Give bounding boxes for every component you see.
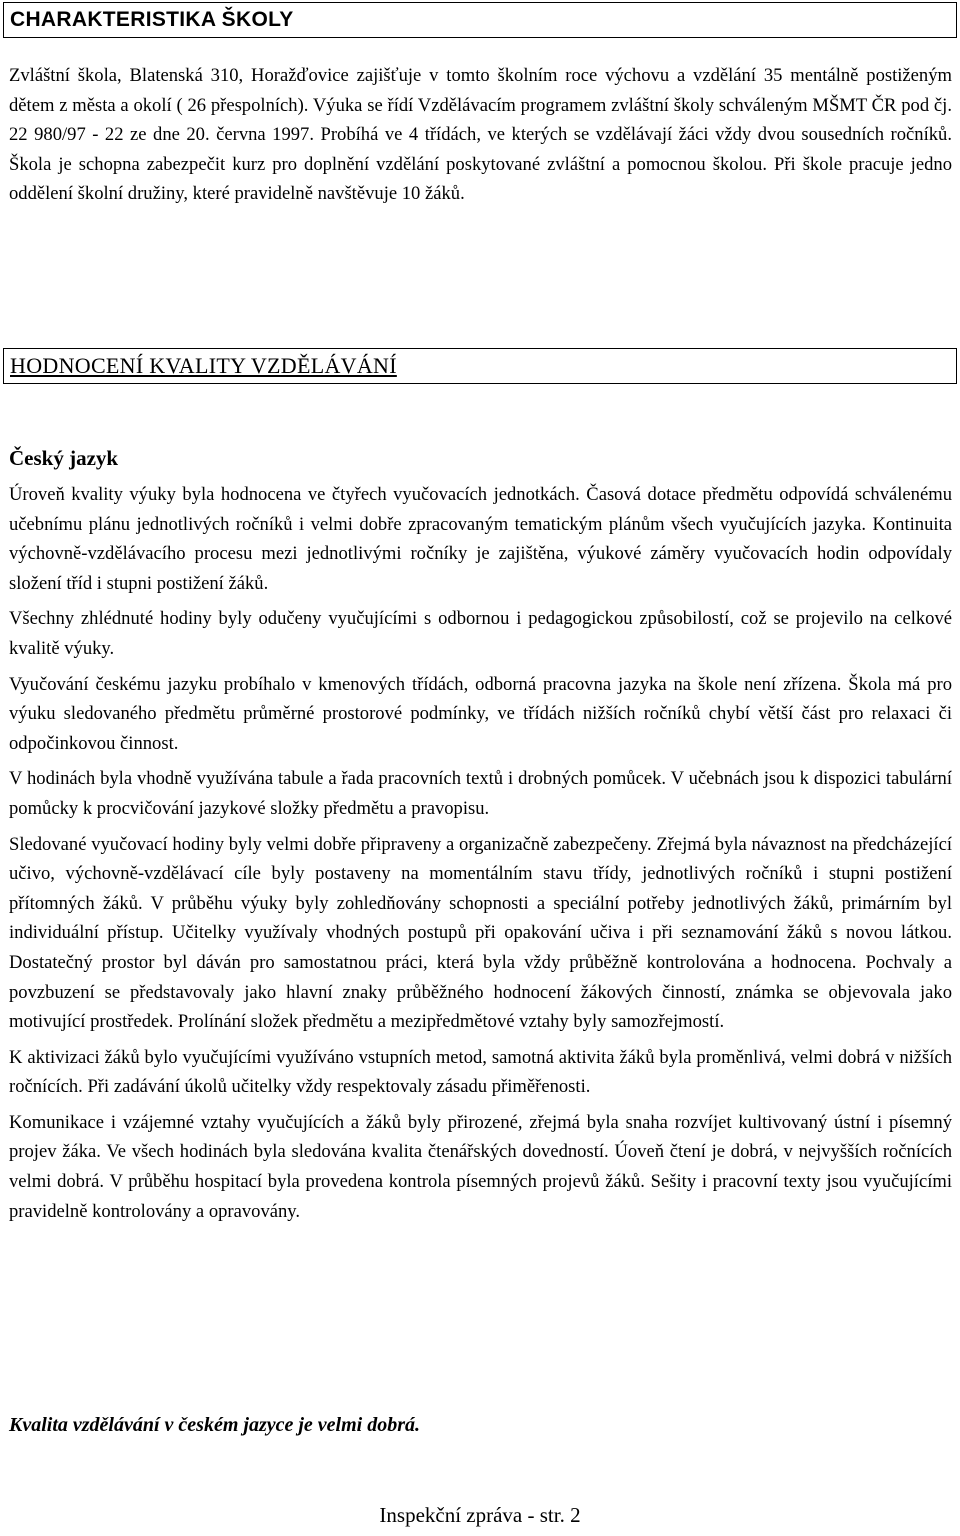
paragraph-evaluation-1: Úroveň kvality výuky byla hodnocena ve čtyřech vyučovacích jednotkách. Časová dotace předmětu odpovídá schválenému učebnímu plánu jednotlivých ročníků i velmi dobře zpracovaným tematickým plánům všech vyučujících jazyka. Kontinuita výchovně-vzdělávacího procesu mezi jednotlivými ročníky je zajištěna, výukové záměry vyučovacích hodin odpovídaly složení tříd i stupni postižení žáků. — [9, 484, 952, 594]
paragraph-evaluation-3: Vyučování českému jazyku probíhalo v kmenových třídách, odborná pracovna jazyka na škole není zřízena. Škola má pro výuku sledovaného předmětu průměrné prostorové podmínky, ve třídách nižších ročníků chybí větší část pro relaxaci či odpočinkovou činnost. — [9, 673, 952, 754]
paragraph-evaluation-2: Všechny zhlédnuté hodiny byly odučeny vyučujícími s odbornou i pedagogickou způsobilostí, což se projevilo na celkové kvalitě výuky. — [9, 608, 952, 659]
evaluation-body — [9, 480, 952, 1232]
conclusion-statement: Kvalita vzdělávání v českém jazyce je velmi dobrá. — [9, 1414, 420, 1436]
subject-heading: Český jazyk — [9, 446, 119, 470]
page-footer: Inspekční zpráva - str. 2 — [379, 1503, 581, 1527]
paragraph-evaluation-5: Sledované vyučovací hodiny byly velmi dobře připraveny a organizačně zabezpečeny. Zřejmá byla návaznost na předcházející učivo, výchovně-vzdělávací cíle byly postaveny na momentálním stavu třídy, jednotlivých ročníků i stupni postižení přítomných žáků. V průběhu výuky byly zohledňovány schopnosti a speciální potřeby jednotlivých žáků, primárním byl individuální přístup. Učitelky využívaly vhodných postupů při opakování učiva i při seznamování žáků s novou látkou. Dostatečný prostor byl dáván pro samostatnou práci, která byla vždy průběžně kontrolována a hodnocena. Pochvaly a povzbuzení se představovaly jako hlavní znaky průběžného hodnocení žákových činností, známka se objevovala jako motivující prostředek. Prolínání složek předmětu a mezipředmětové vztahy byly samozřejmostí. — [9, 833, 952, 1033]
intro-paragraph: Zvláštní škola, Blatenská 310, Horažďovice zajišťuje v tomto školním roce výchovu a vzdělání 35 mentálně postiženým dětem z města a okolí ( 26 přespolních). Výuka se řídí Vzdělávacím programem zvláštní školy schváleným MŠMT ČR pod čj. 22 980/97 - 22 ze dne 20. června 1997. Probíhá ve 4 třídách, ve kterých se vzdělávají žáci vždy dvou sousedních ročníků. Škola je schopna zabezpečit kurz pro doplnění vzdělání poskytované zvláštní a pomocnou školou. Při škole pracuje jedno oddělení školní družiny, které pravidelně navštěvuje 10 žáků. — [9, 65, 952, 205]
paragraph-evaluation-6: K aktivizaci žáků bylo vyučujícími využíváno vstupních metod, samotná aktivita žáků byla proměnlivá, velmi dobrá v nižších ročnících. Při zadávání úkolů učitelky vždy respektovaly zásadu přiměřenosti. — [9, 1046, 952, 1098]
paragraph-evaluation-7: Komunikace i vzájemné vztahy vyučujících a žáků byly přirozené, zřejmá byla snaha rozvíjet kultivovaný ústní i písemný projev žáka. Ve všech hodinách byla sledována kvalita čtenářských dovedností. Úoveň čtení je dobrá, v nejvyšších ročnících velmi dobrá. V průběhu hospitací byla provedena kontrola písemných projevů žáků. Sešity i pracovní texty jsou vyučujícími pravidelně kontrolovány a opravovány. — [9, 1111, 952, 1222]
paragraph-evaluation-4: V hodinách byla vhodně využívána tabule a řada pracovních textů i drobných pomůcek. V učebnách jsou k dispozici tabulární pomůcky k procvičování jazykové složky předmětu a pravopisu. — [9, 768, 952, 819]
section-heading-school-characteristics: CHARAKTERISTIKA ŠKOLY — [3, 2, 957, 38]
section-heading-quality-evaluation: HODNOCENÍ KVALITY VZDĚLÁVÁNÍ — [3, 348, 957, 384]
